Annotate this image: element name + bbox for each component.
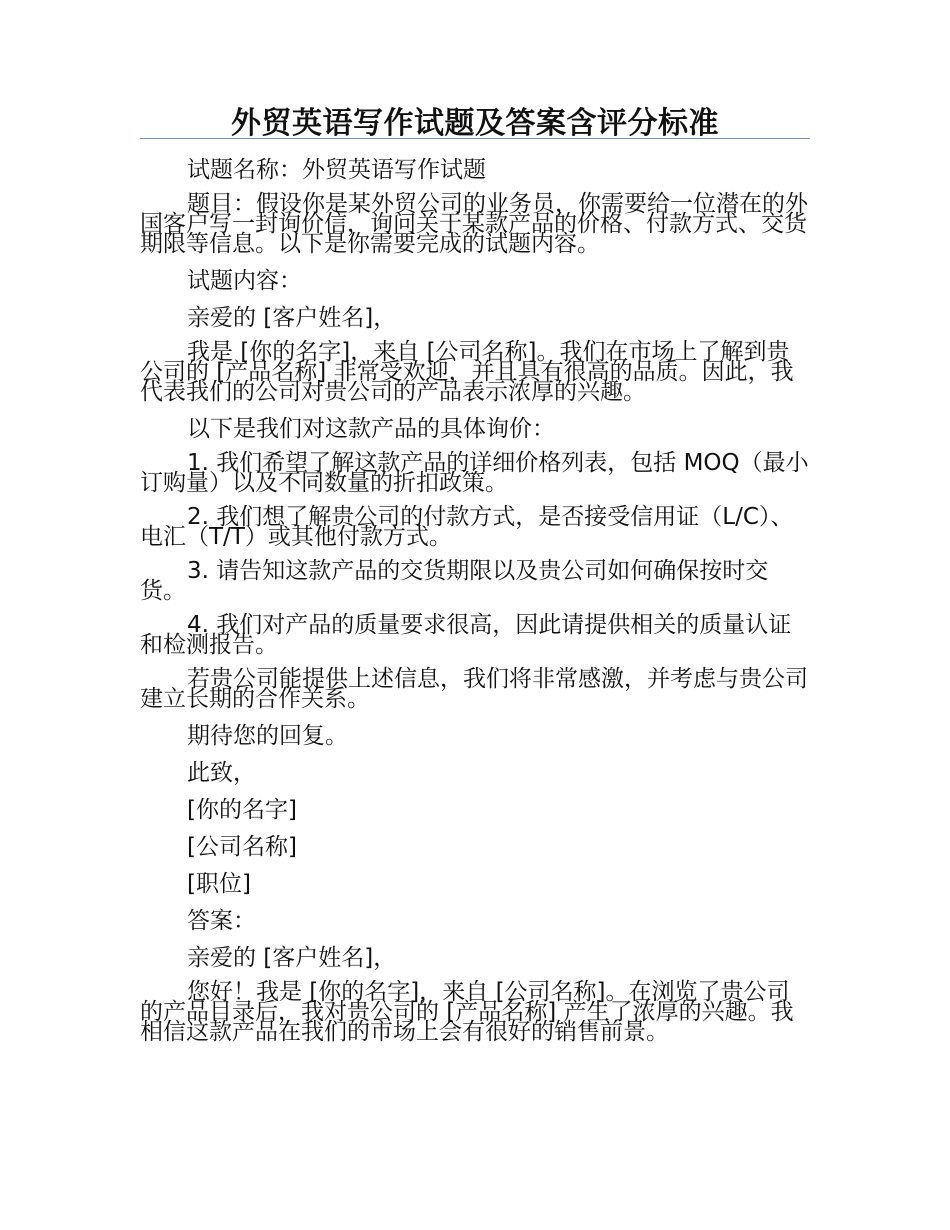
paragraph: 以下是我们对这款产品的具体询价： [187, 416, 555, 442]
paragraph: 2. 我们想了解贵公司的付款方式，是否接受信用证（L/C）、电汇（T/T）或其他付款方式。 [140, 504, 794, 550]
paragraph: 1. 我们希望了解这款产品的详细价格列表，包括 MOQ（最小订购量）以及不同数量的折扣政策。 [140, 450, 809, 496]
paragraph: 试题内容： [187, 268, 302, 294]
paragraph: 我是 [你的名字]，来自 [公司名称]。我们在市场上了解到贵公司的 [产品名称] 非常受欢迎，并且具有很高的品质。因此，我代表我们的公司对贵公司的产品表示浓厚的兴趣。 [140, 339, 794, 405]
document-body [140, 157, 810, 1056]
paragraph: 4. 我们对产品的质量要求很高，因此请提供相关的质量认证和检测报告。 [140, 612, 792, 658]
paragraph: 您好！我是 [你的名字]，来自 [公司名称]。在浏览了贵公司的产品目录后，我对贵公司的 [产品名称] 产生了浓厚的兴趣。我相信这款产品在我们的市场上会有很好的销售前景。 [140, 979, 794, 1045]
paragraph: [公司名称] [187, 834, 297, 860]
paragraph: 答案： [187, 908, 256, 934]
paragraph: 3. 请告知这款产品的交货期限以及贵公司如何确保按时交货。 [140, 558, 769, 604]
paragraph: 题目：假设你是某外贸公司的业务员，你需要给一位潜在的外国客户写一封询价信，询问关于某款产品的价格、付款方式、交货期限等信息。以下是你需要完成的试题内容。 [140, 191, 808, 257]
paragraph: 亲爱的 [客户姓名]， [187, 945, 397, 971]
paragraph: 亲爱的 [客户姓名]， [187, 305, 397, 331]
paragraph: 试题名称：外贸英语写作试题 [187, 157, 486, 183]
paragraph: 若贵公司能提供上述信息，我们将非常感激，并考虑与贵公司建立长期的合作关系。 [140, 666, 808, 712]
title-underline [140, 138, 810, 139]
paragraph: 此致， [187, 760, 256, 786]
paragraph: [职位] [187, 871, 251, 897]
page-title: 外贸英语写作试题及答案含评分标准 [231, 106, 719, 141]
paragraph: [你的名字] [187, 797, 297, 823]
paragraph: 期待您的回复。 [187, 723, 348, 749]
